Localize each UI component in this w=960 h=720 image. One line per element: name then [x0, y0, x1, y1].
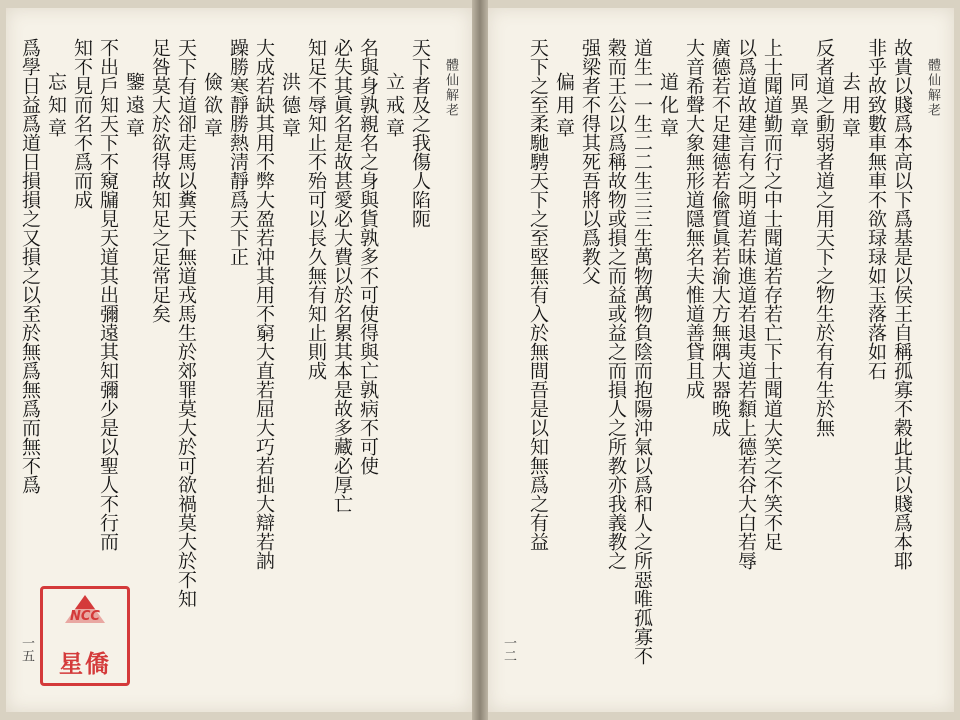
- text-column: 上士聞道勤而行之中士聞道若存若亡下士聞道大笑之不笑不足: [761, 38, 783, 551]
- text-column: 爲學日益爲道日損損之又損之以至於無爲無爲而無不爲: [19, 38, 41, 494]
- text-column: 足咎莫大於欲得故知足之足常足矣: [149, 38, 171, 323]
- text-column: 非乎故致數車無車不欲琭琭如玉落落如石: [865, 38, 887, 380]
- text-column: 必失其眞名是故甚愛必大費以於名累其本是故多藏必厚亡: [331, 38, 353, 513]
- text-column: 知足不辱知止不殆可以長久無有知止則成: [305, 38, 327, 380]
- chapter-title: 去用章: [839, 72, 861, 141]
- chapter-title: 同異章: [787, 72, 809, 141]
- left-page: [6, 8, 472, 712]
- text-column: 名與身孰親名之身與貨孰多不可使得與亡孰病不可使: [357, 38, 379, 475]
- stamp-latin: NCC: [43, 609, 127, 624]
- text-column: 反者道之動弱者道之用天下之物生於有有生於無: [813, 38, 835, 437]
- text-column: 天下者及之我傷人陷阨: [409, 38, 431, 228]
- text-column: 以爲道故建言有之明道若昧進道若退夷道若纇上德若谷大白若辱: [735, 38, 757, 570]
- text-column: 不出戶知天下不窺牖見天道其出彌遠其知彌少是以聖人不行而: [97, 38, 119, 551]
- chapter-title: 儉欲章: [201, 72, 223, 141]
- running-head-right: 體仙解老: [925, 58, 940, 118]
- chapter-title: 道化章: [657, 72, 679, 141]
- text-column: 天下之至柔馳騁天下之至堅無有入於無間吾是以知無爲之有益: [527, 38, 549, 551]
- chapter-title: 洪德章: [279, 72, 301, 141]
- chapter-title: 立戒章: [383, 72, 405, 141]
- page-number-left: 一五: [19, 636, 34, 662]
- book-gutter: [472, 0, 488, 720]
- page-number-right: 一二: [501, 636, 516, 662]
- stamp-name: 星僑: [59, 650, 111, 678]
- text-column: 天下有道卻走馬以糞天下無道戎馬生於郊罪莫大於可欲禍莫大於不知: [175, 38, 197, 608]
- publisher-stamp: [40, 586, 130, 686]
- text-column: 大音希聲大象無形道隱無名夫惟道善貸且成: [683, 38, 705, 399]
- chapter-title: 鑒遠章: [123, 72, 145, 141]
- text-column: 知不見而名不爲而成: [71, 38, 93, 209]
- text-column: 廣德若不足建德若偸質眞若渝大方無隅大器晚成: [709, 38, 731, 437]
- right-page: [488, 8, 954, 712]
- text-column: 躁勝寒靜勝熱淸靜爲天下正: [227, 38, 249, 266]
- running-head-left: 體仙解老: [443, 58, 458, 118]
- text-column: 大成若缺其用不弊大盈若沖其用不窮大直若屈大巧若拙大辯若訥: [253, 38, 275, 570]
- text-column: 穀而王公以爲稱故物或損之而益或益之而損人之所教亦我義教之: [605, 38, 627, 570]
- text-column: 故貴以賤爲本高以下爲基是以侯王自稱孤寡不穀此其以賤爲本耶: [891, 38, 913, 570]
- text-column: 道生一一生二二生三三生萬物萬物負陰而抱陽沖氣以爲和人之所惡唯孤寡不: [631, 38, 653, 665]
- chapter-title: 忘知章: [45, 72, 67, 141]
- chapter-title: 偏用章: [553, 72, 575, 141]
- right-text-block: [518, 38, 916, 672]
- text-column: 强梁者不得其死吾將以爲教父: [579, 38, 601, 285]
